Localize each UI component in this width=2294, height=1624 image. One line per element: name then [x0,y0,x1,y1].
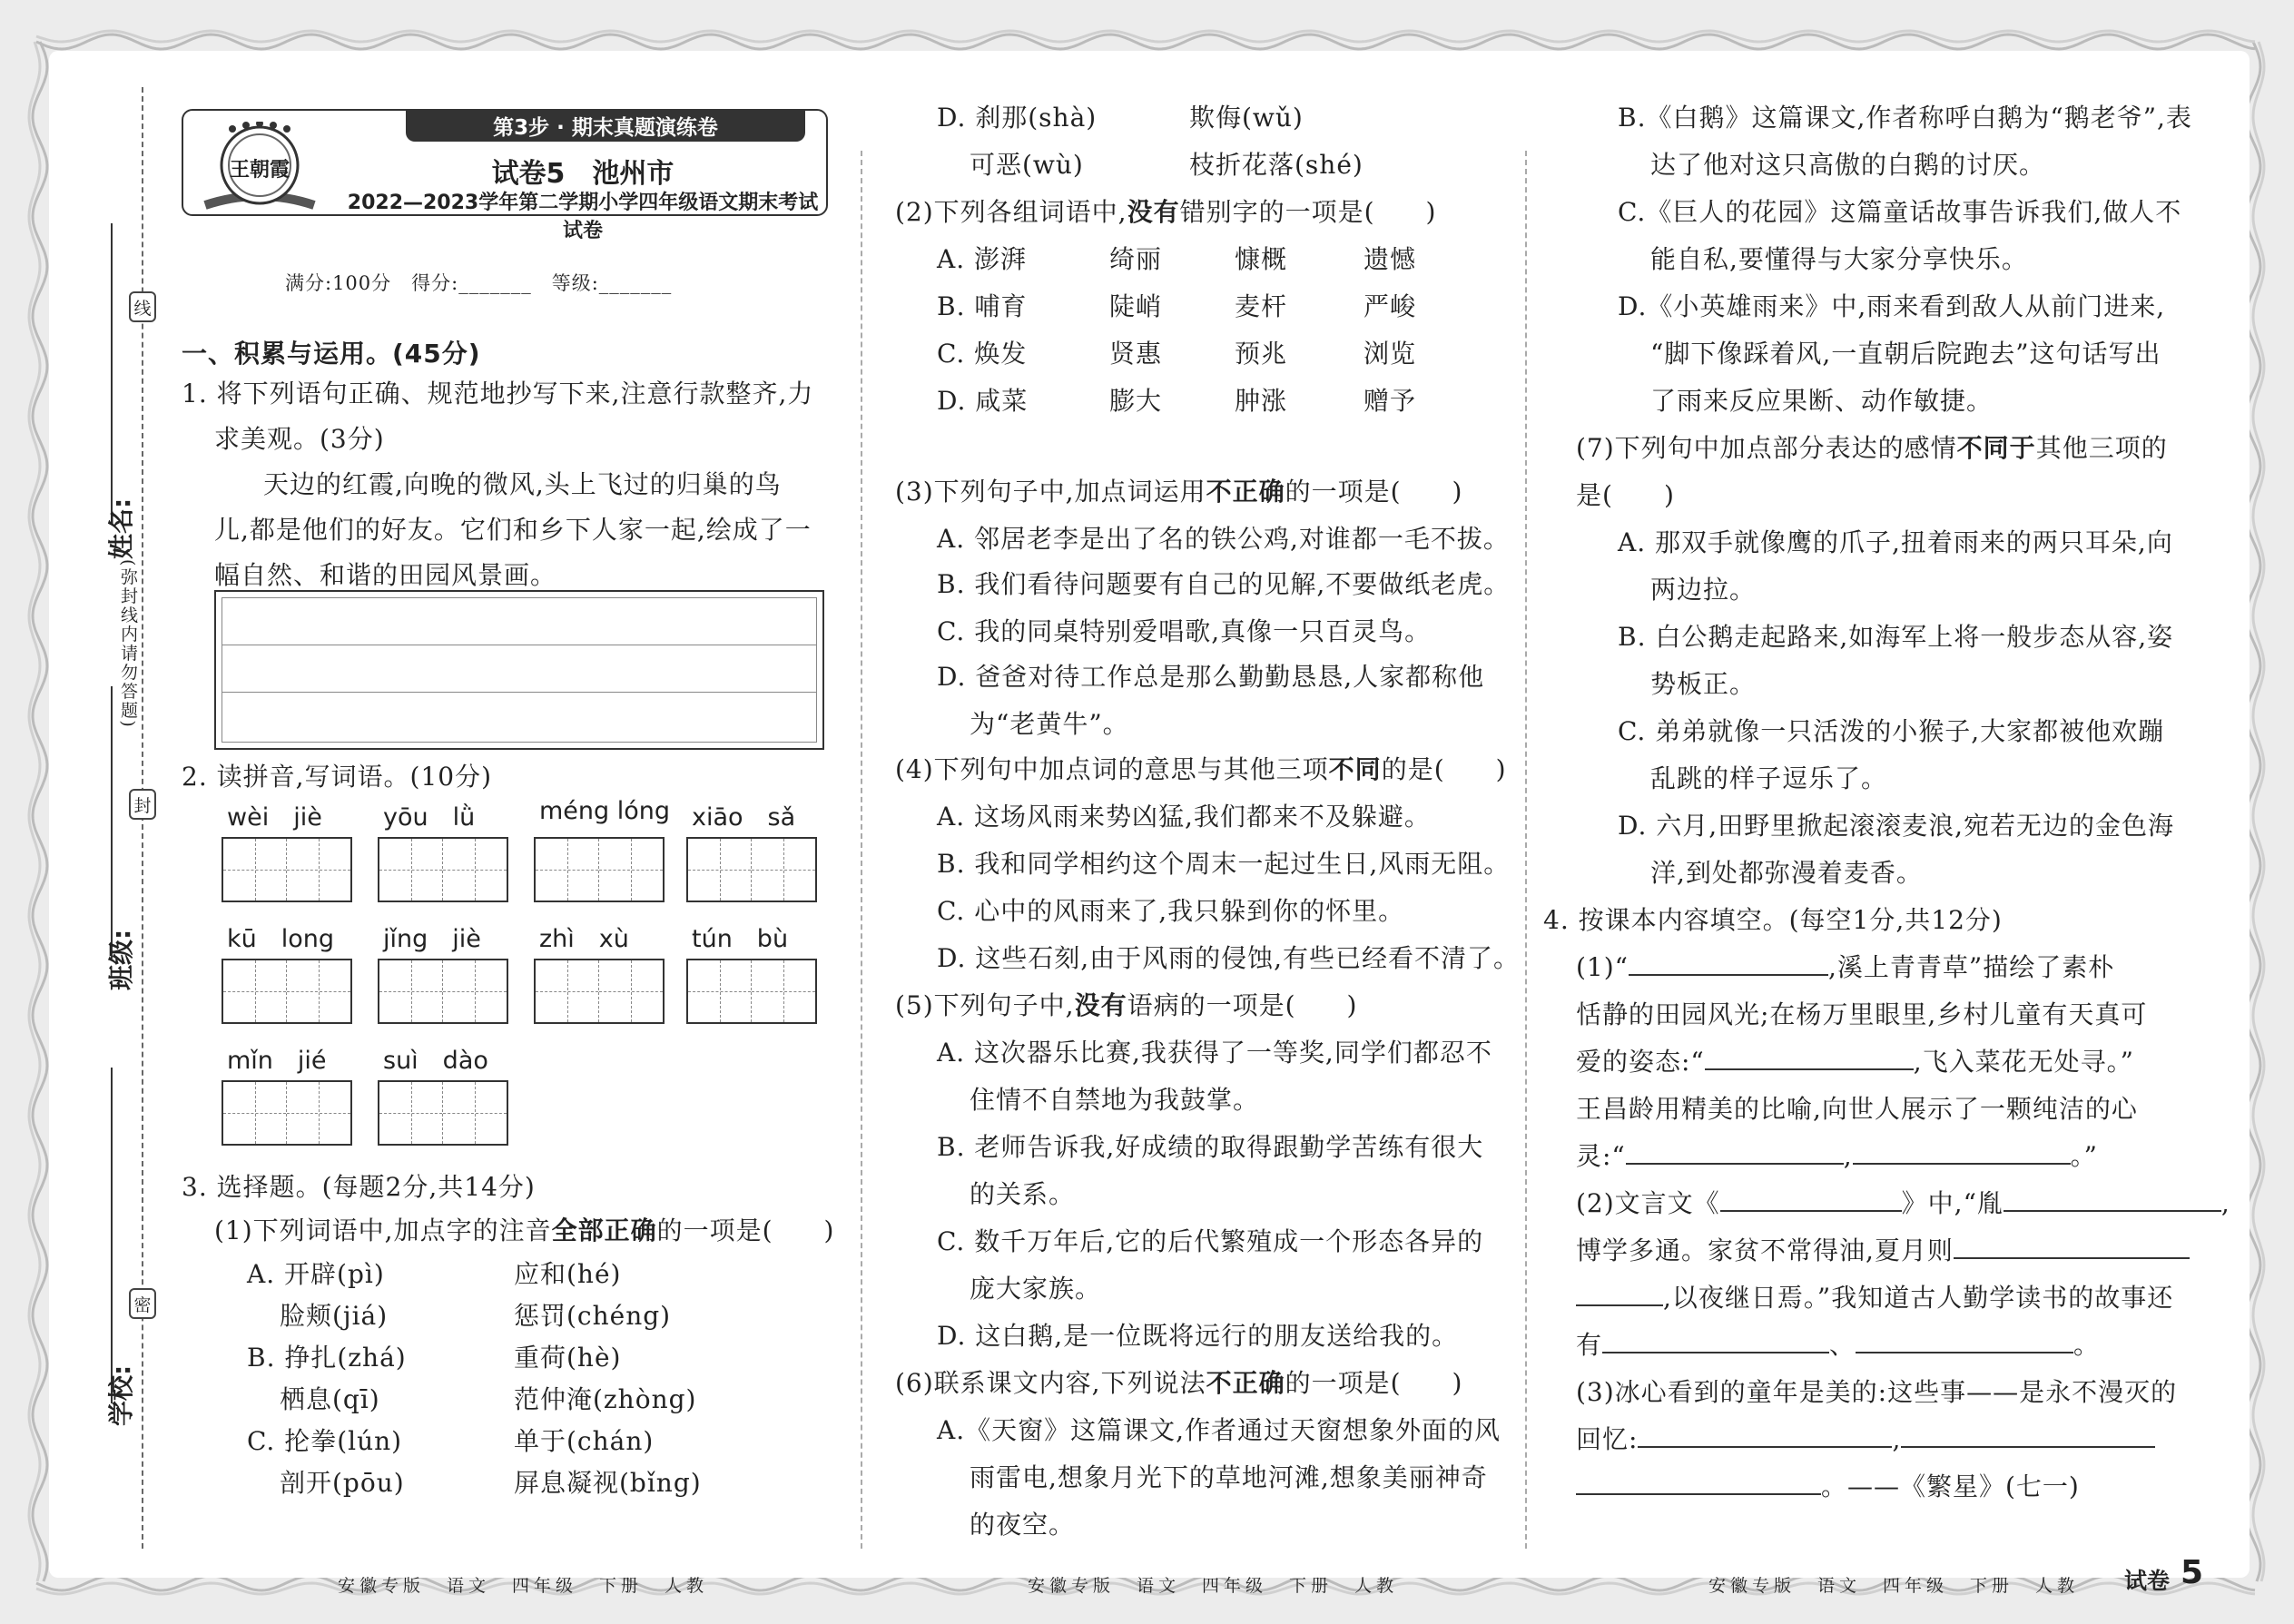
q3-1-prompt: (1)下列词语中,加点字的注音全部正确的一项是( ) [214,1216,835,1245]
q4-prompt: 4. 按课本内容填空。(每空1分,共12分) [1543,905,2003,935]
q3-4-option-d: D. 这些石刻,由于风雨的侵蚀,有些已经看不清了。 [937,943,1521,973]
writing-box[interactable] [222,959,352,1024]
q3-7-option-b-2: 势板正。 [1650,669,1757,699]
q3-prompt: 3. 选择题。(每题2分,共14分) [182,1172,536,1202]
q3-5-option-c-1: C. 数千万年后,它的后代繁殖成一个形态各异的 [937,1226,1484,1256]
footer-right: 安徽专版 语文 四年级 下册 人教 [1708,1576,2080,1596]
word-option: 肿涨 [1235,386,1288,416]
q3-7-option-d-2: 洋,到处都弥漫着麦香。 [1650,858,1923,888]
word-option: 陡峭 [1109,291,1163,321]
q3-7-prompt-2: 是( ) [1576,480,1675,510]
writing-box[interactable] [378,959,508,1024]
copy-writing-box[interactable] [214,590,824,750]
q4-2-line-3: ,以夜继日焉。”我知道古人勤学读书的故事还 [1576,1282,2173,1314]
q3-1-option-item: 单于(chán) [514,1426,655,1456]
q3-1-option-item: 剖开(pōu) [280,1468,405,1498]
q3-6-option-c-2: 能自私,要懂得与大家分享快乐。 [1650,244,2028,274]
pinyin-label: xiāo sǎ [692,803,796,832]
q3-6-prompt: (6)联系课文内容,下列说法不正确的一项是( ) [895,1368,1463,1398]
q3-4-prompt: (4)下列句中加点词的意思与其他三项不同的是( ) [895,754,1507,784]
logo-text: 王朝霞 [229,158,290,182]
q1-passage-3: 幅自然、和谐的田园风景画。 [214,560,557,590]
writing-box[interactable] [222,837,352,902]
q4-3-line-1: (3)冰心看到的童年是美的:这些事——是永不漫灭的 [1576,1377,2178,1407]
writing-box[interactable] [686,837,817,902]
column-divider-1 [861,151,862,1549]
q3-1-option-item: 范仲淹(zhòng) [514,1384,697,1414]
pinyin-label: wèi jiè [227,803,322,832]
q3-4-option-b: B. 我和同学相约这个周末一起过生日,风雨无阻。 [937,849,1511,879]
name-underline [111,223,113,523]
q4-blank-10[interactable] [1856,1330,2073,1353]
q4-1-line-3: 爱的姿态:“ ,飞入菜花无处寻。” [1576,1047,2134,1077]
q3-5-option-b-1: B. 老师告诉我,好成绩的取得跟勤学苦练有很大 [937,1132,1484,1162]
q3-1-option-item: B. 挣扎(zhá) [247,1343,407,1373]
q3-6-option-c-1: C.《巨人的花园》这篇童话故事告诉我们,做人不 [1618,197,2182,227]
q1-passage-2: 儿,都是他们的好友。它们和乡下人家一起,绘成了一 [214,515,812,545]
q3-4-option-c: C. 心中的风雨来了,我只躲到你的怀里。 [937,896,1405,926]
q4-1-line-5: 灵:“ , 。” [1576,1141,2098,1171]
q4-3-line-3: 。——《繁星》(七一) [1576,1471,2080,1503]
q3-4-option-a: A. 这场风雨来势凶猛,我们都来不及躲避。 [937,802,1431,832]
q3-7-option-d-1: D. 六月,田野里掀起滚滚麦浪,宛若无边的金色海 [1618,811,2175,841]
q3-6-option-d-1: D.《小英雄雨来》中,雨来看到敌人从前门进来, [1618,291,2166,321]
exam-sheet [49,51,2250,1596]
q4-blank-5[interactable] [1720,1188,1902,1212]
q3-1-option-d-3: 可恶(wù) [970,150,1084,180]
q1-prompt-1: 1. 将下列语句正确、规范地抄写下来,注意行款整齐,力 [182,379,814,408]
q3-6-option-d-2: “脚下像踩着风,一直朝后院跑去”这句话写出 [1650,339,2161,369]
q4-blank-8[interactable] [1576,1283,1663,1306]
gutter-tag-seal: 封 [129,789,156,820]
writing-box[interactable] [534,837,665,902]
q3-1-option-item: A. 开辟(pì) [247,1259,385,1289]
header-box [182,109,828,242]
q3-2-prompt: (2)下列各组词语中,没有错别字的一项是( ) [895,197,1437,227]
word-option: 浏览 [1364,339,1417,369]
writing-box[interactable] [222,1080,352,1146]
q3-7-option-a-1: A. 那双手就像鹰的爪子,扭着雨来的两只耳朵,向 [1618,527,2173,557]
word-option: 绮丽 [1109,244,1163,274]
q4-2-line-2: 博学多通。家贫不常得油,夏月则 [1576,1235,2190,1267]
q1-passage-1: 天边的红霞,向晚的微风,头上飞过的归巢的鸟 [263,469,782,499]
word-option: 遗憾 [1364,244,1417,274]
pinyin-label: yōu lǜ [383,803,476,832]
brand-logo [187,122,332,203]
q3-5-prompt: (5)下列句子中,没有语病的一项是( ) [895,990,1358,1020]
gutter-tag-line: 线 [129,291,156,322]
q3-1-option-d-1: D. 刹那(shà) [937,103,1098,133]
page-label: 试卷 [2124,1568,2171,1594]
q3-7-prompt-1: (7)下列句中加点部分表达的感情不同于其他三项的 [1576,433,2168,463]
q3-3-option-d-2: 为“老黄牛”。 [970,709,1129,739]
step-banner: 第3步 · 期末真题演练卷 [406,109,805,142]
q3-3-prompt: (3)下列句子中,加点词运用不正确的一项是( ) [895,477,1463,507]
q3-1-option-item: 惩罚(chéng) [514,1301,672,1331]
q4-2-line-1: (2)文言文《 》中,“胤 , [1576,1188,2230,1218]
writing-box[interactable] [378,837,508,902]
q3-5-option-a-1: A. 这次器乐比赛,我获得了一等奖,同学们都忍不 [937,1038,1492,1068]
q3-1-option-item: 重荷(hè) [514,1343,622,1373]
q4-3-line-2: 回忆: , [1576,1423,2155,1456]
pinyin-label: suì dào [383,1047,488,1075]
pinyin-label: jǐng jiè [383,925,481,953]
writing-box[interactable] [686,959,817,1024]
word-option: B. 哺育 [937,291,1028,321]
q3-6-option-d-3: 了雨来反应果断、动作敏捷。 [1650,386,1994,416]
q3-6-option-b-2: 达了他对这只高傲的白鹅的讨厌。 [1650,150,2046,180]
q4-2-line-4: 有 、 。 [1576,1330,2101,1360]
q3-1-option-item: 屏息凝视(bǐng) [514,1468,702,1498]
pinyin-label: méng lóng [539,797,671,825]
word-option: 贤惠 [1109,339,1163,369]
pinyin-label: kū long [227,925,335,953]
school-label: 学校: [106,1364,136,1426]
writing-box[interactable] [534,959,665,1024]
page-number: 5 [2181,1554,2204,1591]
gutter-tag-seal2: 密 [129,1288,156,1319]
q1-prompt-2: 求美观。(3分) [214,424,385,454]
name-label: 姓名: [106,497,136,559]
q4-1-line-2: 恬静的田园风光;在杨万里眼里,乡村儿童有天真可 [1576,999,2148,1029]
word-option: D. 咸菜 [937,386,1029,416]
q3-6-option-a-3: 的夜空。 [970,1510,1076,1540]
pinyin-label: tún bù [692,925,789,953]
paper-title: 试卷5 池州市 [491,158,674,190]
word-option: 麦杆 [1235,291,1288,321]
score-line: 满分:100分 得分:_______ 等级:_______ [285,272,673,294]
q2-prompt: 2. 读拼音,写词语。(10分) [182,762,492,792]
word-option: 预兆 [1235,339,1288,369]
q3-7-option-b-1: B. 白公鹅走起路来,如海军上将一般步态从容,姿 [1618,622,2174,652]
q3-1-option-item: 应和(hé) [514,1259,622,1289]
seal-notice: (弥封线内请勿答题) [118,559,138,729]
q3-7-option-c-1: C. 弟弟就像一只活泼的小猴子,大家都被他欢蹦 [1618,716,2165,746]
word-option: A. 澎湃 [937,244,1028,274]
q3-7-option-c-2: 乱跳的样子逗乐了。 [1650,763,1888,793]
writing-box[interactable] [378,1080,508,1146]
q4-blank-9[interactable] [1602,1330,1829,1353]
word-option: C. 焕发 [937,339,1028,369]
pinyin-label: mǐn jié [227,1047,327,1075]
q3-7-option-a-2: 两边拉。 [1650,575,1757,605]
q3-3-option-d-1: D. 爸爸对待工作总是那么勤勤恳恳,人家都称他 [937,662,1485,692]
footer-middle: 安徽专版 语文 四年级 下册 人教 [1028,1576,1399,1596]
q3-5-option-c-2: 庞大家族。 [970,1274,1102,1304]
section-1-heading: 一、积累与运用。(45分) [182,339,481,369]
q4-blank-13[interactable] [1576,1471,1821,1495]
q3-6-option-b-1: B.《白鹅》这篇课文,作者称呼白鹅为“鹅老爷”,表 [1618,103,2192,133]
q3-6-option-a-2: 雨雷电,想象月光下的草地河滩,想象美丽神奇 [970,1462,1488,1492]
q4-blank-1[interactable] [1629,952,1828,976]
q4-1-line-4: 王昌龄用精美的比喻,向世人展示了一颗纯洁的心 [1576,1094,2138,1124]
q4-blank-12[interactable] [1901,1424,2155,1448]
q4-blank-2[interactable] [1705,1047,1914,1070]
q4-blank-3[interactable] [1626,1141,1844,1165]
q3-3-option-b: B. 我们看待问题要有自己的见解,不要做纸老虎。 [937,569,1511,599]
word-option: 严峻 [1364,291,1417,321]
q4-blank-11[interactable] [1638,1424,1892,1448]
q4-blank-4[interactable] [1853,1141,2071,1165]
column-divider-2 [1525,151,1527,1549]
word-option: 慷概 [1235,244,1288,274]
word-option: 赠予 [1364,386,1417,416]
class-label: 班级: [106,929,136,990]
q3-5-option-d: D. 这白鹅,是一位既将远行的朋友送给我的。 [937,1321,1459,1351]
word-option: 膨大 [1109,386,1163,416]
q3-3-option-a: A. 邻居老李是出了名的铁公鸡,对谁都一毛不拔。 [937,524,1510,554]
q4-1-line-1: (1)“ ,溪上青青草”描绘了素朴 [1576,952,2115,982]
q4-blank-7[interactable] [1954,1235,2190,1259]
q3-1-option-item: 脸颊(jiá) [280,1301,389,1331]
footer-left: 安徽专版 语文 四年级 下册 人教 [338,1576,709,1596]
q4-blank-6[interactable] [2004,1188,2221,1212]
q3-1-option-item: 栖息(qī) [280,1384,380,1414]
q3-1-option-d-2: 欺侮(wǔ) [1189,103,1304,133]
pinyin-label: zhì xù [539,925,629,953]
paper-subtitle: 2022—2023学年第二学期小学四年级语文期末考试试卷 [347,192,819,242]
q3-6-option-a-1: A.《天窗》这篇课文,作者通过天窗想象外面的风 [937,1415,1501,1445]
q3-5-option-b-2: 的关系。 [970,1179,1076,1209]
q3-5-option-a-2: 住情不自禁地为我鼓掌。 [970,1085,1260,1115]
q3-1-option-item: C. 抡拳(lún) [247,1426,403,1456]
q3-1-option-d-4: 枝折花落(shé) [1189,150,1364,180]
q3-3-option-c: C. 我的同桌特别爱唱歌,真像一只百灵鸟。 [937,616,1432,646]
